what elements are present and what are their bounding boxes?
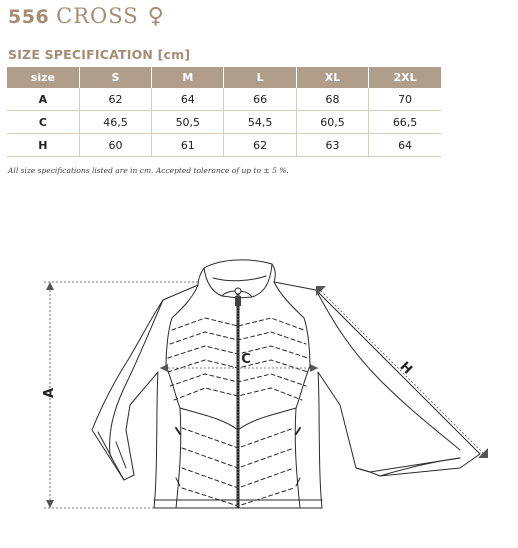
col-header: M <box>152 67 224 88</box>
dimension-c-label: C <box>241 352 251 367</box>
female-symbol-icon: ♀ <box>147 4 164 29</box>
row-label: C <box>7 111 79 134</box>
table-cell: 70 <box>369 88 441 111</box>
table-cell: 62 <box>79 88 151 111</box>
col-header: S <box>79 67 151 88</box>
dimension-a-label: A <box>42 387 57 399</box>
table-cell: 64 <box>369 134 441 157</box>
product-code: 556 <box>8 6 50 28</box>
table-cell: 68 <box>296 88 368 111</box>
table-cell: 60 <box>79 134 151 157</box>
table-cell: 62 <box>224 134 296 157</box>
table-cell: 66,5 <box>369 111 441 134</box>
jacket-outline <box>92 260 480 508</box>
table-cell: 50,5 <box>152 111 224 134</box>
table-cell: 64 <box>152 88 224 111</box>
size-spec-heading: SIZE SPECIFICATION [cm] <box>8 47 191 62</box>
table-cell: 61 <box>152 134 224 157</box>
row-label: H <box>7 134 79 157</box>
table-cell: 66 <box>224 88 296 111</box>
table-cell: 60,5 <box>296 111 368 134</box>
dimension-h-label: H <box>396 359 415 378</box>
product-name: CROSS <box>56 4 139 28</box>
table-cell: 54,5 <box>224 111 296 134</box>
row-label: A <box>7 88 79 111</box>
table-cell: 63 <box>296 134 368 157</box>
zipper <box>235 288 241 508</box>
col-header: L <box>224 67 296 88</box>
table-cell: 46,5 <box>79 111 151 134</box>
col-header: XL <box>296 67 368 88</box>
dimension-a <box>44 282 200 508</box>
col-header: 2XL <box>369 67 441 88</box>
tolerance-note: All size specifications listed are in cm. Accepted tolerance of up to ± 5 %. <box>8 166 289 175</box>
col-header: size <box>7 67 79 88</box>
